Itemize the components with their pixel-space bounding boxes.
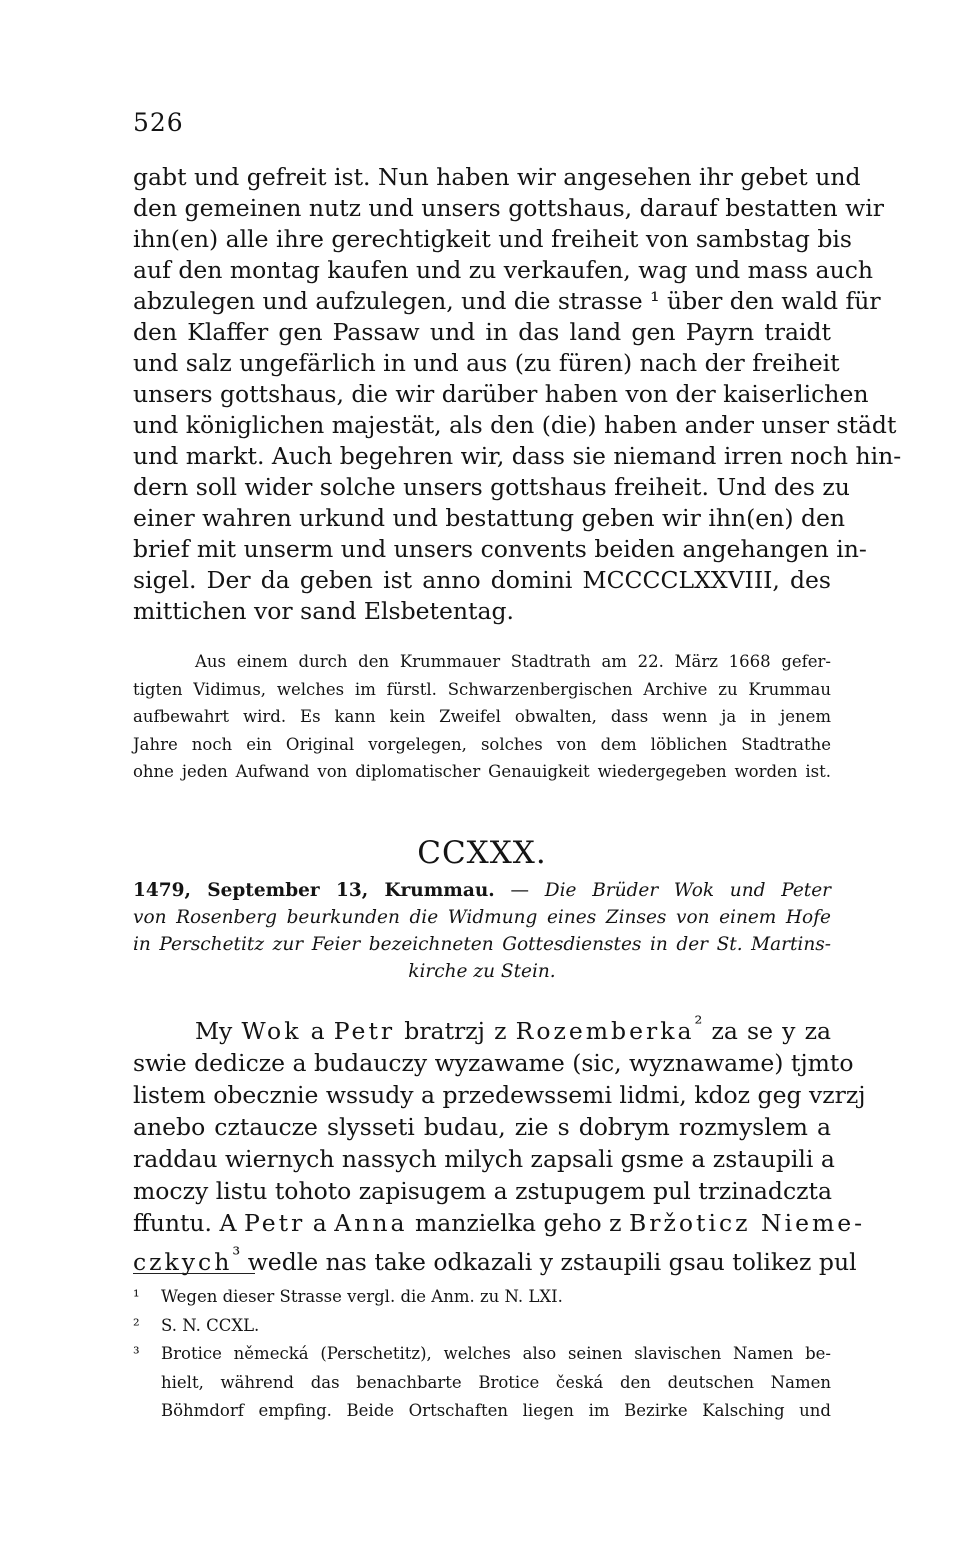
note-line: Jahre noch ein Original vorgelegen, solches von dem löblichen Stadtrathe: [133, 734, 831, 754]
text-run: wedle nas take odkazali y zstaupili gsau tolikez pul: [240, 1247, 857, 1276]
footnote-1: [133, 1283, 831, 1312]
text-line: swie dedicze a budauczy wyzawame (sic, wyznawame) tjmto: [133, 1048, 854, 1077]
regest-line: in Perschetitz zur Feier bezeichneten Gottesdienstes in der St. Martins-: [133, 934, 831, 955]
regest-line: kirche zu Stein.: [408, 961, 556, 982]
text-line: anebo cztaucze slysseti budau, zie s dobrym rozmyslem a: [133, 1112, 831, 1141]
text-line: [133, 1239, 857, 1278]
footnote-text: S. N. CCXL.: [161, 1315, 260, 1335]
document-number-heading: CCXXX.: [417, 835, 547, 871]
place-name: czkych: [133, 1247, 233, 1276]
regest-dash: —: [494, 880, 545, 901]
person-name: Petr: [243, 1208, 306, 1237]
text-line: und königlichen majestät, als den (die) haben ander unser städt: [133, 411, 897, 439]
text-line: mittichen vor sand Elsbetentag.: [133, 597, 514, 625]
text-line: und salz ungefärlich in und aus (zu füren) nach der freiheit: [133, 349, 840, 377]
text-line: [133, 1008, 831, 1047]
footnote-marker: ²: [694, 1012, 703, 1035]
regest-text: Die Brüder Wok und Peter: [544, 880, 831, 901]
person-name: Wok: [241, 1016, 302, 1045]
text-line: dern soll wider solche unsers gottshaus freiheit. Und des zu: [133, 473, 850, 501]
footnote-number: ³: [133, 1344, 140, 1363]
footnotes: [133, 1283, 831, 1426]
regest-line: [133, 877, 831, 904]
text-line: und markt. Auch begehren wir, dass sie niemand irren noch hin-: [133, 442, 902, 470]
text-line: [133, 1207, 866, 1239]
note-line: aufbewahrt wird. Es kann kein Zweifel obwalten, dass wenn ja in jenem: [133, 707, 831, 726]
text-line: listem obecznie wssudy a przedewssemi lidmi, kdoz geg vzrzj: [133, 1080, 866, 1109]
text-run: ffuntu. A: [133, 1208, 244, 1237]
text-line: einer wahren urkund und bestattung geben wir ihn(en) den: [133, 504, 846, 532]
footnote-marker: ³: [232, 1242, 241, 1266]
person-name: Petr: [333, 1016, 396, 1045]
text-run: My: [195, 1016, 242, 1045]
text-line: abzulegen und aufzulegen, und die strasse ¹ über den wald für: [133, 287, 881, 315]
place-name: Rozemberka: [515, 1016, 695, 1045]
charter-text: [133, 1008, 866, 1278]
footnote-text: Brotice německá (Perschetitz), welches also seinen slavischen Namen be-: [161, 1344, 831, 1363]
footnote-continuation: Böhmdorf empfing. Beide Ortschaften liegen im Bezirke Kalsching und: [161, 1401, 831, 1420]
text-line: brief mit unserm und unsers convents beiden angehangen in-: [133, 535, 867, 563]
footnote-separator: [133, 1273, 255, 1274]
text-line: auf den montag kaufen und zu verkaufen, wag und mass auch: [133, 256, 873, 284]
footnote-continuation: hielt, während das benachbarte Brotice česká den deutschen Namen: [161, 1372, 831, 1392]
text-line: den Klaffer gen Passaw und in das land gen Payrn traidt: [133, 318, 831, 346]
text-run: bratrzj z: [395, 1016, 516, 1045]
regest: [133, 877, 831, 985]
text-line: ihn(en) alle ihre gerechtigkeit und freiheit von sambstag bis: [133, 225, 852, 253]
note-line: Aus einem durch den Krummauer Stadtrath am 22. März 1668 gefer-: [195, 652, 831, 671]
charter-text-continued: [133, 162, 902, 627]
note-line: tigten Vidimus, welches im fürstl. Schwarzenbergischen Archive zu Krummau: [133, 679, 831, 699]
text-run: manzielka geho z: [407, 1208, 629, 1237]
text-line: moczy listu tohoto zapisugem a zstupugem pul trzinadczta: [133, 1176, 832, 1205]
text-run: za se y za: [702, 1016, 831, 1045]
regest-date-place: 1479, September 13, Krummau.: [133, 880, 495, 901]
regest-line: von Rosenberg beurkunden die Widmung eines Zinses von einem Hofe: [133, 907, 831, 928]
text-line: unsers gottshaus, die wir darüber haben von der kaiserlichen: [133, 380, 869, 408]
source-note: [133, 648, 831, 786]
footnote-text: Wegen dieser Strasse vergl. die Anm. zu N. LXI.: [161, 1287, 563, 1306]
footnote-number: ²: [133, 1315, 140, 1335]
text-line: den gemeinen nutz und unsers gottshaus, darauf bestatten wir: [133, 194, 884, 222]
text-run: a: [305, 1208, 335, 1237]
footnote-number: ¹: [133, 1287, 140, 1306]
text-line: raddau wiernych nassych milych zapsali gsme a zstaupili a: [133, 1144, 835, 1173]
footnote-2: [133, 1312, 831, 1341]
page-number: 526: [133, 108, 184, 137]
note-line: ohne jeden Aufwand von diplomatischer Genauigkeit wiedergegeben worden ist.: [133, 762, 831, 781]
text-line: sigel. Der da geben ist anno domini MCCCCLXXVIII, des: [133, 566, 831, 594]
text-line: gabt und gefreit ist. Nun haben wir angesehen ihr gebet und: [133, 163, 861, 191]
footnote-3: [133, 1340, 831, 1369]
person-name: Anna: [334, 1208, 408, 1237]
text-run: a: [301, 1016, 334, 1045]
place-name: Bržoticz Nieme-: [629, 1208, 866, 1237]
